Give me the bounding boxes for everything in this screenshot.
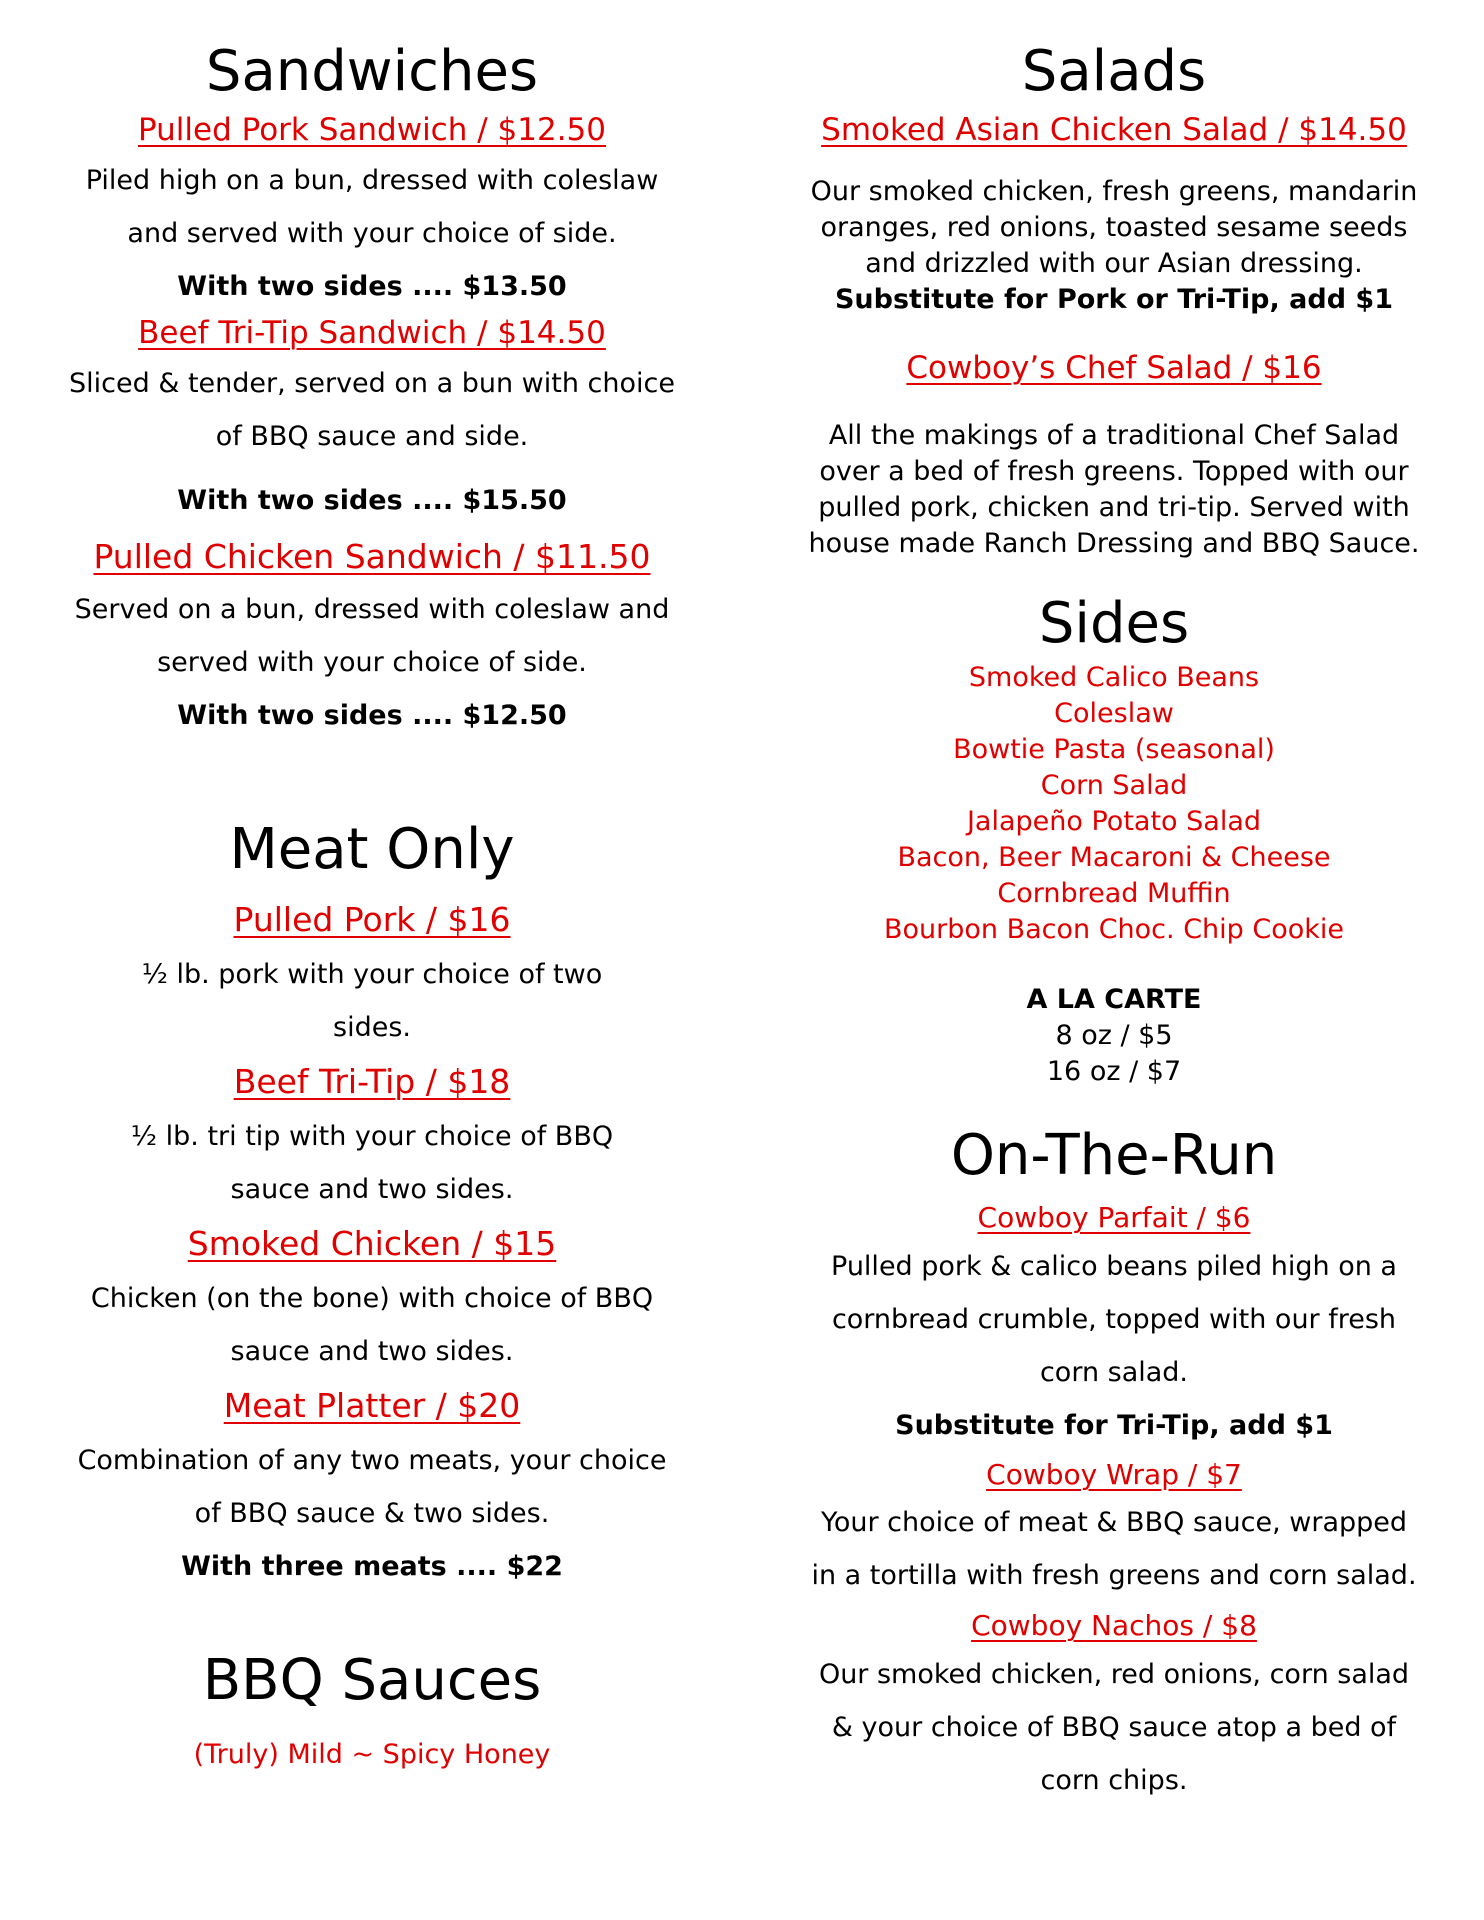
a-la-carte [794,982,1434,1090]
salad-description [794,418,1434,562]
menu-item-pulled-pork[interactable]: Pulled Pork / $16 [233,900,511,939]
item-description: corn salad. [1039,1357,1189,1388]
menu-item-pulled-pork-sandwich[interactable]: Pulled Pork Sandwich / $12.50 [137,112,606,148]
side-item: Bourbon Bacon Choc. Chip Cookie [883,914,1345,945]
item-description: Served on a bun, dressed with coleslaw and [74,594,670,625]
item-three-meats-price: With three meats .... $22 [181,1551,563,1582]
item-description: of BBQ sauce & two sides. [194,1498,550,1529]
item-description: Your choice of meat & BBQ sauce, wrapped [820,1507,1408,1538]
item-description: Combination of any two meats, your choice [77,1445,667,1476]
item-description: pulled pork, chicken and tri-tip. Served with [818,492,1410,523]
menu-item-cowboy-wrap[interactable]: Cowboy Wrap / $7 [986,1458,1242,1491]
item-two-sides-price: With two sides .... $15.50 [177,485,567,516]
side-item: Corn Salad [1040,770,1188,801]
item-description: in a tortilla with fresh greens and corn salad. [811,1560,1417,1591]
menu-item-meat-platter[interactable]: Meat Platter / $20 [223,1386,521,1425]
side-item: Bacon, Beer Macaroni & Cheese [897,842,1331,873]
side-item: Smoked Calico Beans [968,662,1260,693]
item-description: served with your choice of side. [157,647,587,678]
item-description: sauce and two sides. [230,1336,514,1367]
side-item: Bowtie Pasta (seasonal) [953,734,1275,765]
item-description: Chicken (on the bone) with choice of BBQ [90,1283,654,1314]
left-column [52,36,692,1773]
salad-description [794,174,1434,318]
a-la-carte-title: A LA CARTE [1026,984,1202,1015]
item-description: cornbread crumble, topped with our fresh [831,1304,1397,1335]
menu-item-cowboy-parfait[interactable]: Cowboy Parfait / $6 [977,1201,1251,1234]
menu-item-beef-tri-tip-sandwich[interactable]: Beef Tri-Tip Sandwich / $14.50 [138,315,606,351]
item-substitute-note: Substitute for Pork or Tri-Tip, add $1 [834,284,1394,315]
a-la-carte-large: 16 oz / $7 [1046,1056,1182,1087]
item-two-sides-price: With two sides .... $12.50 [177,700,567,731]
item-description: Our smoked chicken, fresh greens, mandarin [810,176,1418,207]
side-item: Cornbread Muffin [997,878,1231,909]
salads-heading: Salads [1021,39,1207,104]
item-description: and served with your choice of side. [127,218,617,249]
right-column [794,36,1434,1807]
meat-only-heading: Meat Only [229,817,515,882]
menu-item-smoked-chicken[interactable]: Smoked Chicken / $15 [187,1224,557,1263]
item-description: All the makings of a traditional Chef Salad [828,420,1400,451]
item-description: sides. [333,1012,411,1043]
item-description: Pulled pork & calico beans piled high on a [831,1251,1397,1282]
item-description: house made Ranch Dressing and BBQ Sauce. [808,528,1420,559]
on-the-run-heading: On-The-Run [950,1123,1278,1188]
item-two-sides-price: With two sides .... $13.50 [177,271,567,302]
menu-item-cowboy-nachos[interactable]: Cowboy Nachos / $8 [971,1609,1257,1642]
menu-item-smoked-asian-chicken-salad[interactable]: Smoked Asian Chicken Salad / $14.50 [821,112,1407,148]
item-description: sauce and two sides. [230,1174,514,1205]
bbq-sauces-list: (Truly) Mild ~ Spicy Honey [193,1739,551,1770]
item-description: & your choice of BBQ sauce atop a bed of [831,1712,1397,1743]
menu-item-cowboys-chef-salad[interactable]: Cowboy’s Chef Salad / $16 [906,350,1322,386]
item-description: of BBQ sauce and side. [215,421,529,452]
item-description: Sliced & tender, served on a bun with choice [69,368,675,399]
item-substitute-note: Substitute for Tri-Tip, add $1 [895,1410,1333,1441]
sides-list [794,660,1434,948]
item-description: and drizzled with our Asian dressing. [865,248,1363,279]
sandwiches-heading: Sandwiches [205,39,539,104]
sides-heading: Sides [1038,591,1190,656]
item-description: over a bed of fresh greens. Topped with our [819,456,1409,487]
item-description: oranges, red onions, toasted sesame seeds [820,212,1408,243]
a-la-carte-small: 8 oz / $5 [1055,1020,1173,1051]
item-description: Our smoked chicken, red onions, corn salad [818,1659,1410,1690]
side-item: Jalapeño Potato Salad [966,806,1262,837]
item-description: ½ lb. pork with your choice of two [141,959,603,990]
menu-item-beef-tri-tip[interactable]: Beef Tri-Tip / $18 [233,1062,511,1101]
item-description: corn chips. [1040,1765,1188,1796]
bbq-sauces-heading: BBQ Sauces [202,1648,542,1713]
menu-item-pulled-chicken-sandwich[interactable]: Pulled Chicken Sandwich / $11.50 [93,537,651,576]
item-description: Piled high on a bun, dressed with coleslaw [85,165,659,196]
item-description: ½ lb. tri tip with your choice of BBQ [130,1121,614,1152]
side-item: Coleslaw [1054,698,1174,729]
